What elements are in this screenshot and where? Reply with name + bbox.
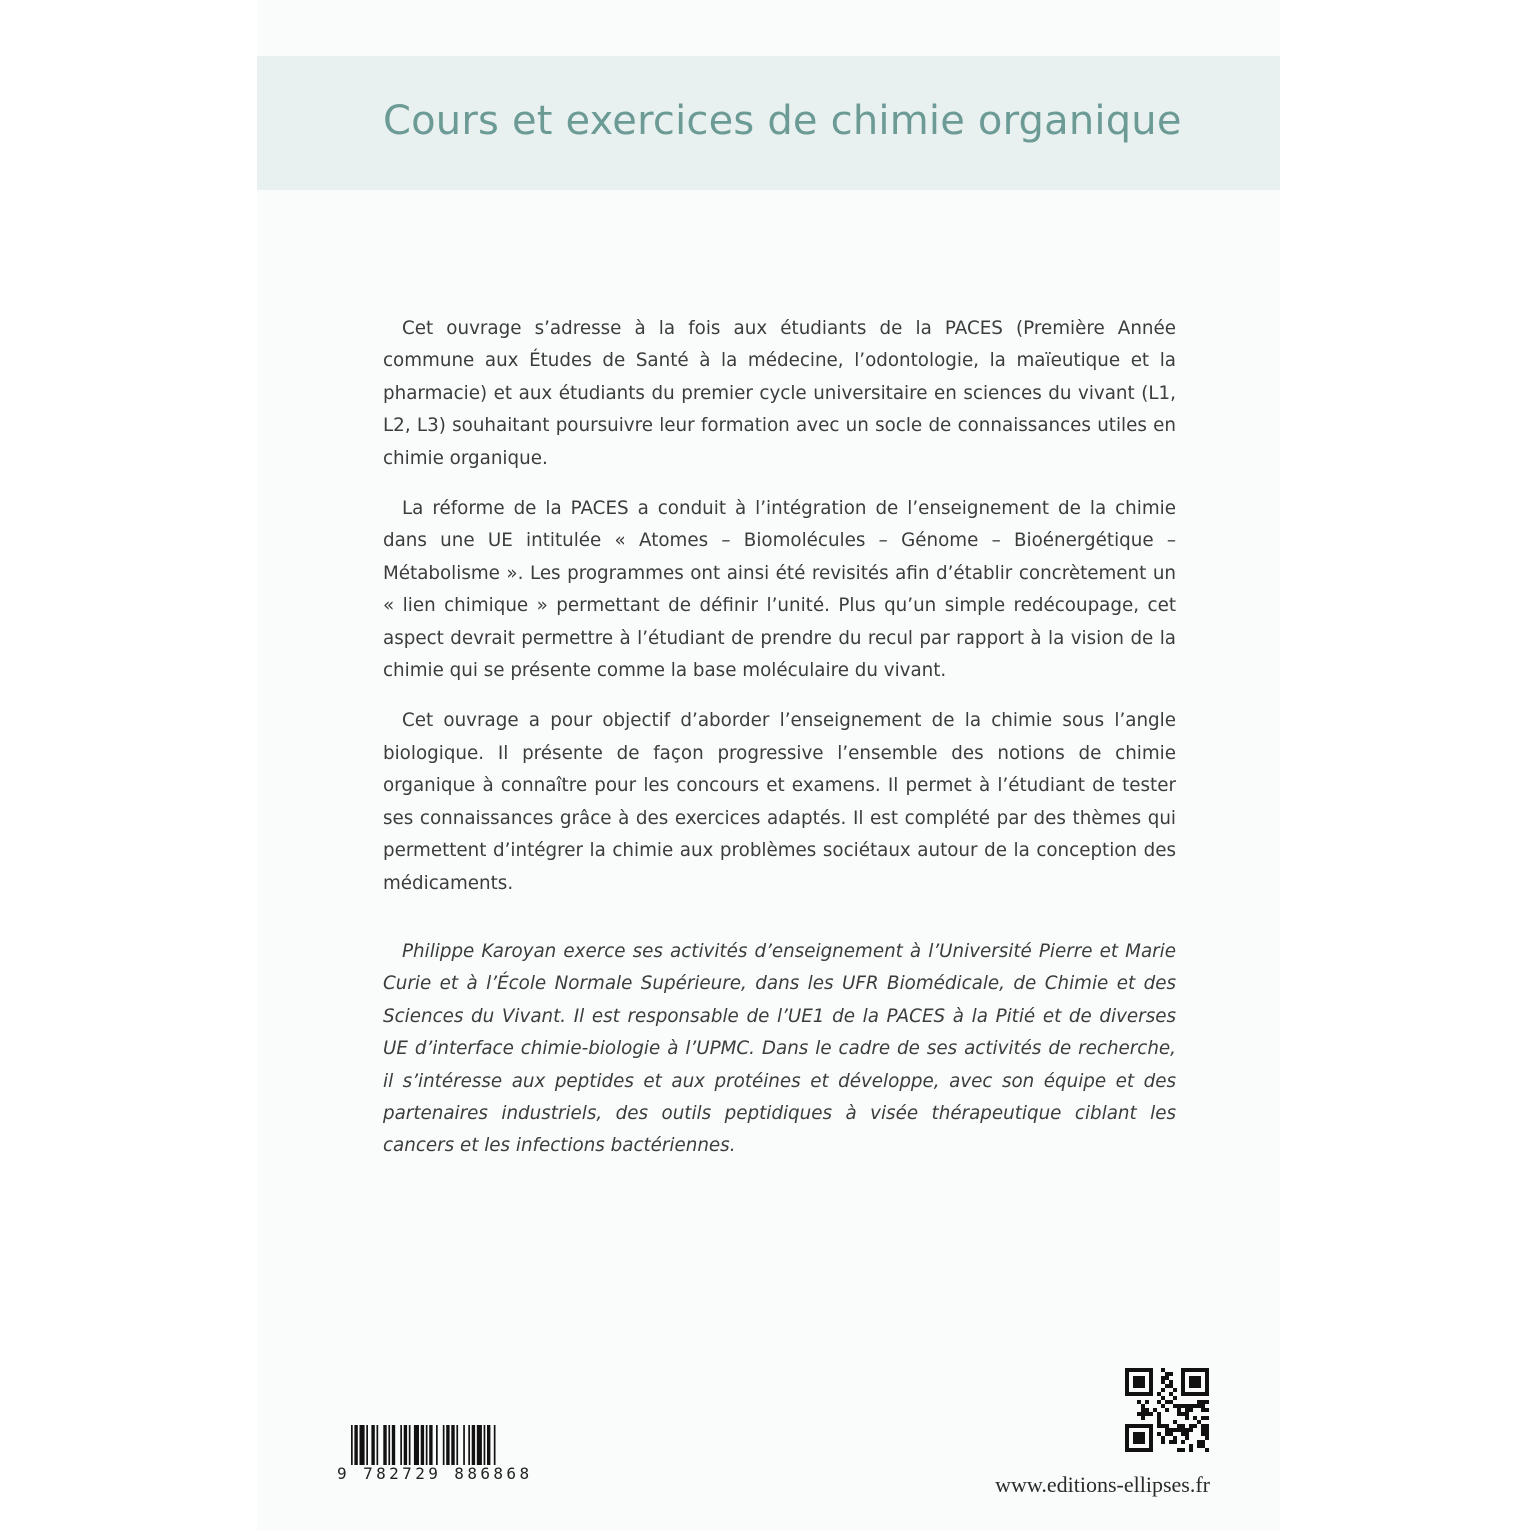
- publisher-website: www.editions-ellipses.fr: [995, 1472, 1210, 1497]
- description: [383, 313, 1176, 918]
- book-title: Cours et exercices de chimie organique: [383, 98, 1182, 144]
- isbn-number: 9 782729 886868: [337, 1464, 533, 1483]
- description-paragraph-2: La réforme de la PACES a conduit à l’intégration de l’enseignement de la chimie dans une UE intitulée « Atomes – Biomolécules – Génome – Bioénergétique – Métabolisme ». Les programmes ont ainsi été revisités afin d’établir concrètement un « lien chimique » permettant de définir l’unité. Plus qu’un simple redécoupage, cet aspect devrait permettre à l’étudiant de prendre du recul par rapport à la vision de la chimie qui se présente comme la base moléculaire du vivant.: [383, 498, 1176, 682]
- author-bio: Philippe Karoyan exerce ses activités d’enseignement à l’Université Pierre et Marie Curie et à l’École Normale Supérieure, dans les UFR Biomédicale, de Chimie et des Sciences du Vivant. Il est responsable de l’UE1 de la PACES à la Pitié et de diverses UE d’interface chimie-biologie à l’UPMC. Dans le cadre de ses activités de recherche, il s’intéresse aux peptides et aux protéines et développe, avec son équipe et des partenaires industriels, des outils peptidiques à visée thérapeutique ciblant les cancers et les infections bactériennes.: [383, 941, 1176, 1157]
- description-paragraph-1: Cet ouvrage s’adresse à la fois aux étudiants de la PACES (Première Année commune aux Études de Santé à la médecine, l’odontologie, la maïeutique et la pharmacie) et aux étudiants du premier cycle universitaire en sciences du vivant (L1, L2, L3) souhaitant poursuivre leur formation avec un socle de connaissances utiles en chimie organique.: [383, 318, 1176, 469]
- back-cover: [257, 0, 1280, 1531]
- qr-code: [1125, 1368, 1209, 1452]
- description-paragraph-3: Cet ouvrage a pour objectif d’aborder l’enseignement de la chimie sous l’angle biologique. Il présente de façon progressive l’ensemble des notions de chimie organique à connaître pour les concours et examens. Il permet à l’étudiant de tester ses connaissances grâce à des exercices adaptés. Il est complété par des thèmes qui permettent d’intégrer la chimie aux problèmes sociétaux autour de la conception des médicaments.: [383, 710, 1176, 894]
